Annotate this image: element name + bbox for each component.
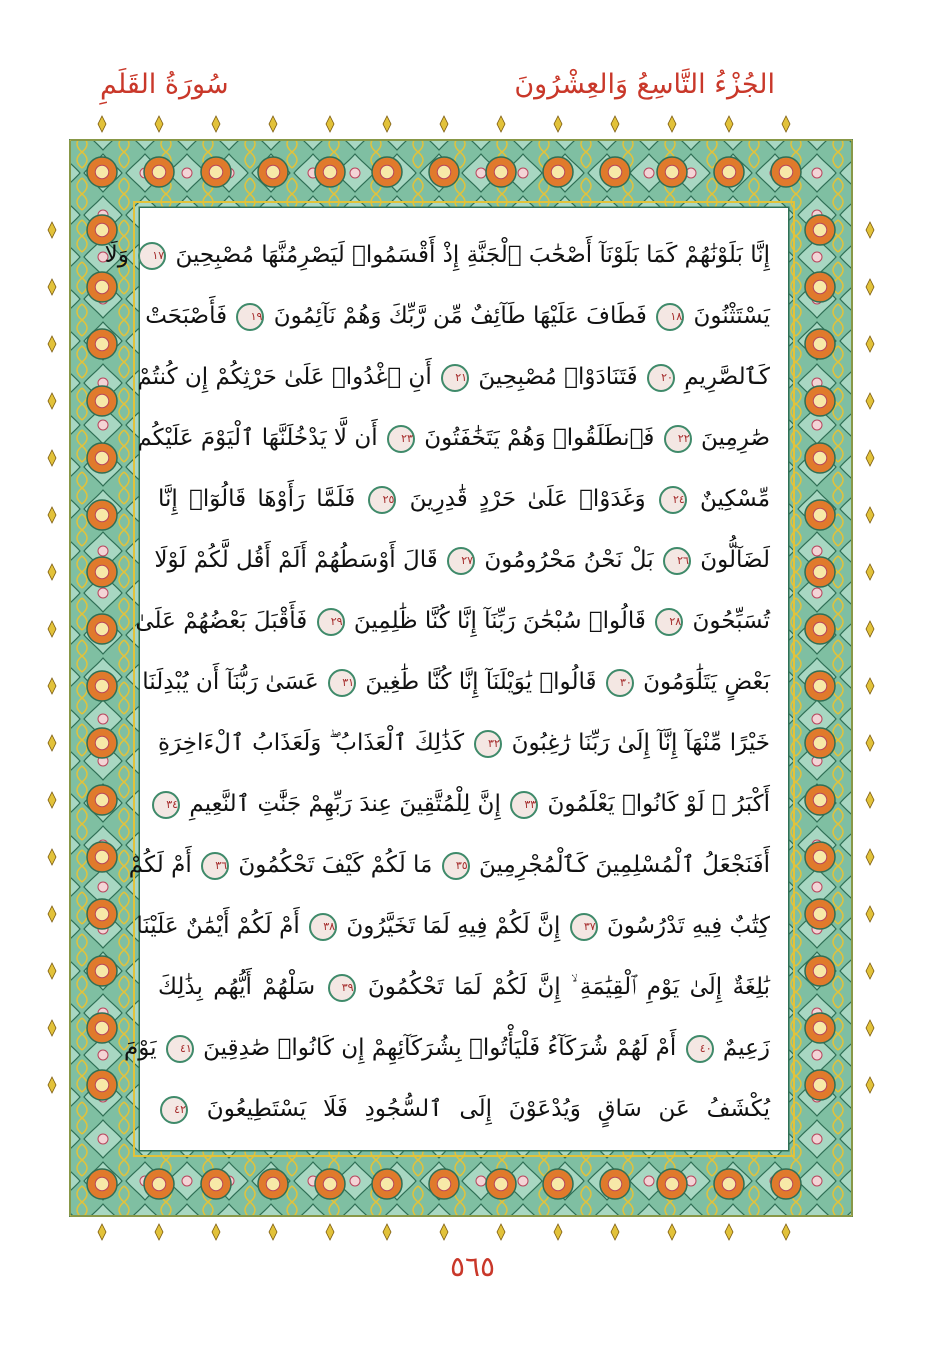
frame-flower-icon: [95, 508, 109, 522]
quran-text-panel: [104, 208, 788, 1150]
ayah-number-marker: ٢٥: [368, 486, 396, 514]
verse-line: [142, 655, 770, 709]
frame-diamond-icon: [48, 393, 56, 409]
verse-text: عَسَىٰ رَبُّنَآ أَن يُبْدِلَنَا: [142, 669, 319, 695]
verse-line: [158, 960, 770, 1014]
frame-flower-icon: [95, 451, 109, 465]
verse-text: وَغَدَوْا۟ عَلَىٰ حَرْدٍ قَٰدِرِينَ: [409, 486, 646, 512]
frame-diamond-icon: [48, 849, 56, 865]
frame-diamond-icon: [269, 116, 277, 132]
frame-flower-icon: [95, 565, 109, 579]
frame-flower-icon: [608, 1177, 622, 1191]
frame-flower-icon: [722, 1177, 736, 1191]
frame-flower-icon: [665, 1177, 679, 1191]
frame-diamond-icon: [866, 849, 874, 865]
frame-flower-icon: [813, 1021, 827, 1035]
frame-diamond-icon: [866, 222, 874, 238]
frame-flower-icon: [209, 1177, 223, 1191]
frame-diamond-icon: [866, 621, 874, 637]
verse-text: تُسَبِّحُونَ: [692, 608, 770, 634]
frame-flower-icon: [95, 964, 109, 978]
verse-text: بَلْ نَحْنُ مَحْرُومُونَ: [484, 547, 654, 573]
verse-text: كَذَٰلِكَ ٱلْعَذَابُ ۖ وَلَعَذَابُ ٱلْءَاخِرَةِ: [158, 730, 465, 756]
frame-diamond-icon: [866, 792, 874, 808]
verse-text: أَفَنَجْعَلُ ٱلْمُسْلِمِينَ كَٱلْمُجْرِمِينَ: [478, 852, 770, 878]
verse-line: [158, 716, 770, 770]
frame-flower-icon: [813, 679, 827, 693]
frame-diamond-icon: [48, 450, 56, 466]
ayah-number-marker: ٣٢: [474, 730, 502, 758]
frame-flower-icon: [813, 394, 827, 408]
frame-diamond-icon: [155, 116, 163, 132]
frame-flower-icon: [779, 1177, 793, 1191]
frame-flower-icon: [494, 165, 508, 179]
frame-flower-icon: [95, 394, 109, 408]
ayah-number-marker: ٢٤: [659, 486, 687, 514]
frame-diamond-icon: [48, 279, 56, 295]
frame-diamond-icon: [48, 678, 56, 694]
verse-line: [136, 899, 770, 953]
frame-diamond-icon: [98, 1224, 106, 1240]
ayah-number-marker: ٣١: [328, 669, 356, 697]
verse-text: يُكْشَفُ عَن سَاقٍ وَيُدْعَوْنَ إِلَى ٱلسُّجُودِ فَلَا يَسْتَطِيعُونَ: [206, 1096, 770, 1122]
verse-text: أَمْ لَكُمْ: [128, 852, 192, 878]
frame-diamond-icon: [611, 116, 619, 132]
frame-diamond-icon: [866, 678, 874, 694]
ayah-number-marker: ٢٩: [317, 608, 345, 636]
frame-diamond-icon: [866, 393, 874, 409]
ayah-number-marker: ٢٠: [647, 364, 675, 392]
verse-text: قَالُوا۟ سُبْحَٰنَ رَبِّنَآ إِنَّا كُنَّا ظَٰلِمِينَ: [353, 608, 646, 634]
frame-flower-icon: [95, 337, 109, 351]
verse-text: كَٱلصَّرِيمِ: [684, 364, 770, 390]
frame-diamond-icon: [440, 1224, 448, 1240]
verse-text: خَيْرًا مِّنْهَآ إِنَّآ إِلَىٰ رَبِّنَا رَٰغِبُونَ: [511, 730, 770, 756]
frame-flower-icon: [95, 736, 109, 750]
frame-flower-icon: [95, 793, 109, 807]
frame-diamond-icon: [48, 792, 56, 808]
frame-diamond-icon: [48, 963, 56, 979]
verse-text: فَطَافَ عَلَيْهَا طَآئِفٌ مِّن رَّبِّكَ وَهُمْ نَآئِمُونَ: [273, 303, 647, 329]
juz-title: الجُزْءُ التَّاسِعُ وَالعِشْرُونَ: [514, 69, 775, 100]
verse-text: سَلْهُمْ أَيُّهُم بِذَٰلِكَ: [158, 974, 316, 1000]
frame-diamond-icon: [48, 507, 56, 523]
verse-text: أَمْ لَهُمْ شُرَكَآءُ فَلْيَأْتُوا۟ بِشُرَكَآئِهِمْ إِن كَانُوا۟ صَٰدِقِينَ: [203, 1035, 677, 1061]
verse-line: [124, 1021, 770, 1075]
verse-line: [158, 1082, 770, 1136]
frame-diamond-icon: [48, 564, 56, 580]
frame-flower-icon: [813, 1078, 827, 1092]
frame-flower-icon: [95, 1021, 109, 1035]
frame-diamond-icon: [866, 336, 874, 352]
frame-diamond-icon: [497, 1224, 505, 1240]
frame-diamond-icon: [668, 116, 676, 132]
ayah-number-marker: ٢١: [441, 364, 469, 392]
frame-flower-icon: [95, 280, 109, 294]
frame-flower-icon: [813, 223, 827, 237]
frame-flower-icon: [813, 451, 827, 465]
verse-text: زَعِيمٌ: [722, 1035, 770, 1061]
verse-text: صَٰرِمِينَ: [701, 425, 770, 451]
verse-text: فَأَقْبَلَ بَعْضُهُمْ عَلَىٰ: [135, 608, 308, 634]
ayah-number-marker: ١٩: [236, 303, 264, 331]
frame-diamond-icon: [212, 116, 220, 132]
frame-flower-icon: [380, 165, 394, 179]
frame-diamond-icon: [866, 735, 874, 751]
frame-flower-icon: [95, 679, 109, 693]
frame-diamond-icon: [866, 507, 874, 523]
verse-line: [135, 594, 770, 648]
ayah-number-marker: ٣٤: [152, 791, 180, 819]
ayah-number-marker: ٣٥: [442, 852, 470, 880]
frame-flower-icon: [95, 1078, 109, 1092]
ayah-number-marker: ٣٨: [309, 913, 337, 941]
frame-flower-icon: [437, 165, 451, 179]
verse-text: كِتَٰبٌ فِيهِ تَدْرُسُونَ: [607, 913, 770, 939]
frame-diamond-icon: [269, 1224, 277, 1240]
ayah-number-marker: ١٧: [138, 242, 166, 270]
frame-diamond-icon: [98, 116, 106, 132]
verse-line: [137, 411, 770, 465]
verse-line: [158, 472, 770, 526]
ayah-number-marker: ٢٧: [447, 547, 475, 575]
frame-diamond-icon: [866, 1020, 874, 1036]
ayah-number-marker: ٣٣: [510, 791, 538, 819]
ayah-number-marker: ١٨: [656, 303, 684, 331]
frame-diamond-icon: [48, 222, 56, 238]
verse-text: فَٱنطَلَقُوا۟ وَهُمْ يَتَخَٰفَتُونَ: [424, 425, 655, 451]
frame-flower-icon: [323, 1177, 337, 1191]
ayah-number-marker: ٣٠: [606, 669, 634, 697]
verse-text: أَن لَّا يَدْخُلَنَّهَا ٱلْيَوْمَ عَلَيْكُم: [137, 425, 378, 451]
frame-diamond-icon: [866, 450, 874, 466]
frame-flower-icon: [437, 1177, 451, 1191]
verse-text: وَلَا: [104, 242, 129, 268]
verse-text: أَمْ لَكُمْ أَيْمَٰنٌ عَلَيْنَا: [136, 913, 300, 939]
surah-title: سُورَةُ القَلَمِ: [100, 69, 229, 100]
ayah-number-marker: ٣٧: [570, 913, 598, 941]
verse-text: إِنَّا بَلَوْنَٰهُمْ كَمَا بَلَوْنَآ أَصْحَٰبَ ٱلْجَنَّةِ إِذْ أَقْسَمُوا۟ لَيَصْرِمُنَّهَا مُصْبِحِينَ: [175, 242, 770, 268]
frame-diamond-icon: [48, 735, 56, 751]
verse-text: فَلَمَّا رَأَوْهَا قَالُوٓا۟ إِنَّا: [158, 486, 356, 512]
frame-diamond-icon: [326, 1224, 334, 1240]
frame-flower-icon: [266, 165, 280, 179]
frame-diamond-icon: [866, 279, 874, 295]
frame-flower-icon: [380, 1177, 394, 1191]
frame-flower-icon: [813, 622, 827, 636]
frame-diamond-icon: [383, 1224, 391, 1240]
frame-flower-icon: [779, 165, 793, 179]
frame-flower-icon: [152, 1177, 166, 1191]
verse-text: مَا لَكُمْ كَيْفَ تَحْكُمُونَ: [238, 852, 433, 878]
frame-flower-icon: [95, 850, 109, 864]
verse-text: قَالَ أَوْسَطُهُمْ أَلَمْ أَقُل لَّكُمْ لَوْلَا: [154, 547, 438, 573]
verse-text: فَتَنَادَوْا۟ مُصْبِحِينَ: [478, 364, 638, 390]
verse-text: بَٰلِغَةٌ إِلَىٰ يَوْمِ ٱلْقِيَٰمَةِ ۙ إِنَّ لَكُمْ لَمَا تَحْكُمُونَ: [367, 974, 771, 1000]
ayah-number-marker: ٤٠: [686, 1035, 714, 1063]
frame-diamond-icon: [554, 116, 562, 132]
frame-flower-icon: [95, 165, 109, 179]
verse-text: لَضَآلُّونَ: [700, 547, 770, 573]
ayah-number-marker: ٣٦: [201, 852, 229, 880]
frame-diamond-icon: [866, 1077, 874, 1093]
frame-flower-icon: [551, 1177, 565, 1191]
ayah-number-marker: ٢٣: [387, 425, 415, 453]
frame-flower-icon: [266, 1177, 280, 1191]
frame-flower-icon: [323, 165, 337, 179]
verse-text: أَنِ ٱغْدُوا۟ عَلَىٰ حَرْثِكُمْ إِن كُنتُمْ: [137, 364, 432, 390]
frame-flower-icon: [608, 165, 622, 179]
frame-flower-icon: [95, 622, 109, 636]
frame-flower-icon: [551, 165, 565, 179]
frame-diamond-icon: [440, 116, 448, 132]
verse-text: بَعْضٍ يَتَلَٰوَمُونَ: [643, 669, 770, 695]
frame-diamond-icon: [611, 1224, 619, 1240]
frame-diamond-icon: [866, 564, 874, 580]
frame-flower-icon: [494, 1177, 508, 1191]
frame-flower-icon: [152, 165, 166, 179]
frame-flower-icon: [813, 850, 827, 864]
verse-text: قَالُوا۟ يَٰوَيْلَنَآ إِنَّا كُنَّا طَٰغِينَ: [365, 669, 597, 695]
ayah-number-marker: ٤١: [166, 1035, 194, 1063]
verse-line: [145, 289, 770, 343]
frame-flower-icon: [722, 165, 736, 179]
frame-diamond-icon: [48, 336, 56, 352]
frame-diamond-icon: [326, 116, 334, 132]
frame-diamond-icon: [48, 1020, 56, 1036]
ayah-number-marker: ٤٢: [160, 1096, 188, 1124]
verse-text: يَسْتَثْنُونَ: [693, 303, 770, 329]
verse-text: فَأَصْبَحَتْ: [145, 303, 228, 329]
frame-diamond-icon: [554, 1224, 562, 1240]
frame-diamond-icon: [668, 1224, 676, 1240]
verse-text: إِنَّ لِلْمُتَّقِينَ عِندَ رَبِّهِمْ جَنَّٰتِ ٱلنَّعِيمِ: [189, 791, 501, 817]
verse-text: أَكْبَرُ ۚ لَوْ كَانُوا۟ يَعْلَمُونَ: [547, 791, 770, 817]
verse-line: [154, 533, 770, 587]
frame-diamond-icon: [866, 906, 874, 922]
verse-text: مِّسْكِينٌ: [700, 486, 771, 512]
frame-flower-icon: [95, 907, 109, 921]
frame-flower-icon: [813, 736, 827, 750]
ayah-number-marker: ٢٨: [655, 608, 683, 636]
frame-diamond-icon: [725, 1224, 733, 1240]
frame-diamond-icon: [155, 1224, 163, 1240]
verse-text: إِنَّ لَكُمْ فِيهِ لَمَا تَخَيَّرُونَ: [346, 913, 561, 939]
ayah-number-marker: ٢٦: [663, 547, 691, 575]
frame-diamond-icon: [48, 1077, 56, 1093]
frame-diamond-icon: [782, 116, 790, 132]
frame-diamond-icon: [725, 116, 733, 132]
frame-diamond-icon: [782, 1224, 790, 1240]
frame-flower-icon: [665, 165, 679, 179]
frame-flower-icon: [813, 508, 827, 522]
frame-flower-icon: [813, 280, 827, 294]
page-number: ٥٦٥: [449, 1250, 496, 1283]
verse-line: [158, 777, 770, 831]
frame-flower-icon: [95, 1177, 109, 1191]
frame-diamond-icon: [866, 963, 874, 979]
frame-diamond-icon: [497, 116, 505, 132]
frame-diamond-icon: [48, 621, 56, 637]
frame-flower-icon: [813, 907, 827, 921]
frame-flower-icon: [209, 165, 223, 179]
verse-line: [104, 228, 770, 282]
frame-diamond-icon: [212, 1224, 220, 1240]
verse-text: يَوْمَ: [124, 1035, 157, 1061]
frame-diamond-icon: [383, 116, 391, 132]
frame-flower-icon: [813, 337, 827, 351]
frame-flower-icon: [813, 964, 827, 978]
frame-flower-icon: [813, 565, 827, 579]
verse-line: [137, 350, 770, 404]
ayah-number-marker: ٣٩: [328, 974, 356, 1002]
frame-flower-icon: [813, 793, 827, 807]
ayah-number-marker: ٢٢: [664, 425, 692, 453]
verse-line: [128, 838, 770, 892]
frame-diamond-icon: [48, 906, 56, 922]
